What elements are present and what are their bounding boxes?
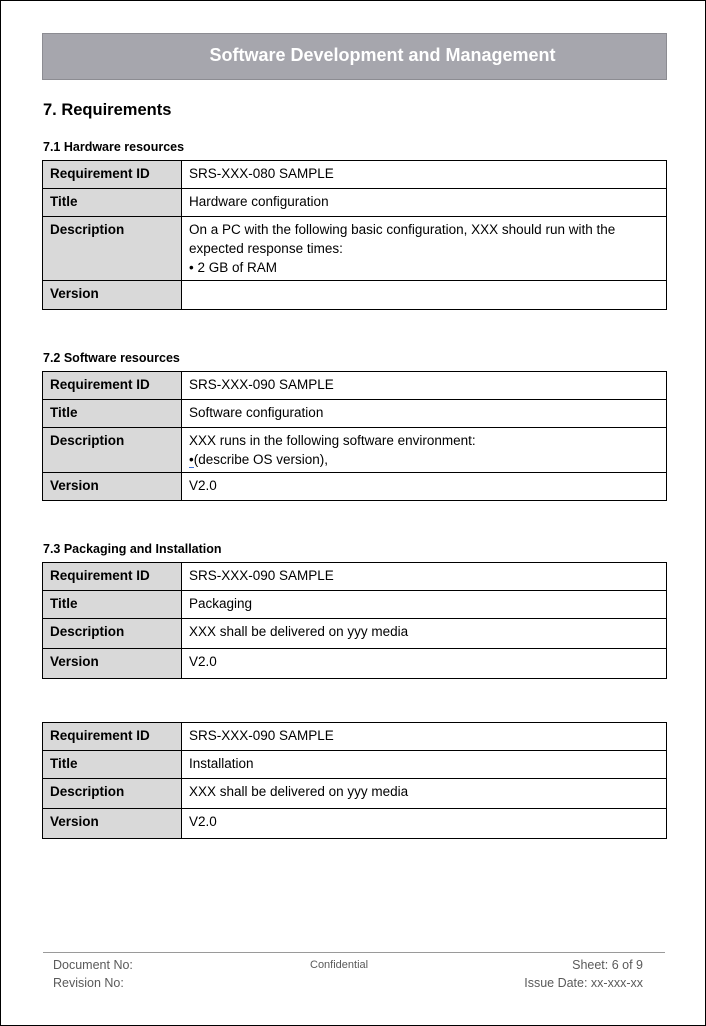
table-row [43,473,667,501]
table-row [43,372,667,400]
subsection-heading-software: 7.2 Software resources [43,351,180,365]
table-row [43,400,667,428]
requirement-id-value: SRS-XXX-090 SAMPLE [182,723,667,751]
title-value: Installation [182,751,667,779]
table-row [43,189,667,217]
description-label: Description [43,619,182,649]
section-heading: 7. Requirements [43,101,172,119]
title-value: Packaging [182,591,667,619]
table-row [43,428,667,473]
table-row [43,217,667,281]
description-label: Description [43,217,182,281]
requirement-table-hardware [42,160,667,310]
requirement-id-label: Requirement ID [43,161,182,189]
subsection-heading-hardware: 7.1 Hardware resources [43,140,185,154]
description-value: XXX shall be delivered on yyy media [182,779,667,809]
table-row [43,161,667,189]
revision-no-label: Revision No: [53,976,124,990]
title-label: Title [43,591,182,619]
requirement-id-value: SRS-XXX-090 SAMPLE [182,563,667,591]
version-label: Version [43,281,182,310]
title-value: Software configuration [182,400,667,428]
requirement-id-value: SRS-XXX-080 SAMPLE [182,161,667,189]
description-value [182,428,667,473]
bullet-text: (describe OS version), [193,452,329,467]
description-text: On a PC with the following basic configuration, XXX should run with the expected response times: [189,222,616,256]
document-no-label: Document No: [53,958,133,972]
description-text: XXX runs in the following software environment: [189,433,476,448]
confidential-label: Confidential [310,959,369,971]
table-row [43,591,667,619]
table-row [43,779,667,809]
table-row [43,723,667,751]
description-bullet-line [189,450,659,469]
version-value [182,281,667,310]
table-row [43,649,667,679]
footer-divider [43,952,665,953]
requirement-table-installation [42,722,667,839]
version-value: V2.0 [182,809,667,839]
sheet-number: Sheet: 6 of 9 [572,958,643,972]
requirement-id-label: Requirement ID [43,563,182,591]
title-label: Title [43,189,182,217]
requirement-table-software [42,371,667,501]
title-label: Title [43,751,182,779]
version-label: Version [43,809,182,839]
title-label: Title [43,400,182,428]
bullet-marker: • [189,452,194,467]
title-value: Hardware configuration [182,189,667,217]
table-row [43,563,667,591]
version-value: V2.0 [182,649,667,679]
description-bullet: • 2 GB of RAM [189,260,278,275]
table-row [43,281,667,310]
table-row [43,619,667,649]
requirement-table-packaging [42,562,667,679]
description-value: XXX shall be delivered on yyy media [182,619,667,649]
table-row [43,751,667,779]
version-label: Version [43,649,182,679]
requirement-id-value: SRS-XXX-090 SAMPLE [182,372,667,400]
description-label: Description [43,779,182,809]
description-label: Description [43,428,182,473]
requirement-id-label: Requirement ID [43,372,182,400]
table-row [43,809,667,839]
description-value [182,217,667,281]
version-value: V2.0 [182,473,667,501]
header-banner [42,33,667,80]
version-label: Version [43,473,182,501]
requirement-id-label: Requirement ID [43,723,182,751]
subsection-heading-packaging: 7.3 Packaging and Installation [43,542,222,556]
issue-date: Issue Date: xx-xxx-xx [524,976,643,990]
document-title: Software Development and Management [209,45,556,65]
